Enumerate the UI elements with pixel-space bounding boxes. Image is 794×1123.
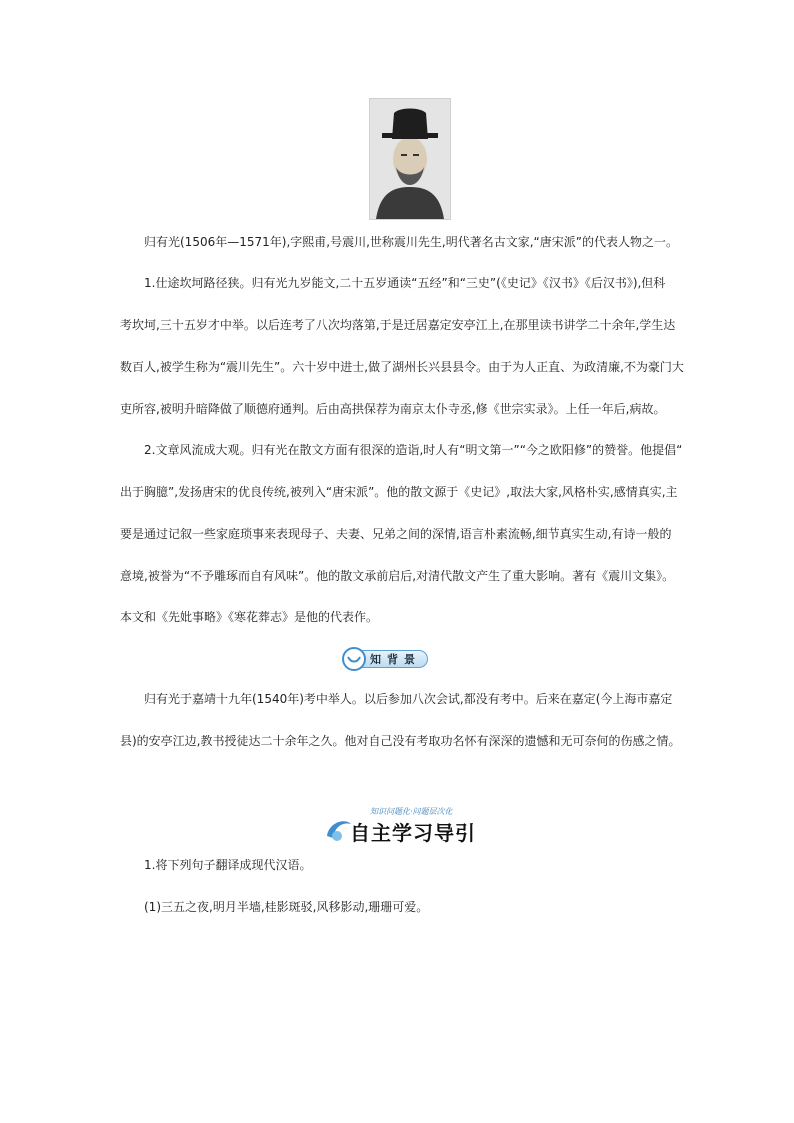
para2-line-3: 要是通过记叙一些家庭琐事来表现母子、夫妻、兄弟之间的深情,语言朴素流畅,细节真实生动,有诗一般的: [120, 527, 672, 541]
para2-line-4: 意境,被誉为“不予雕琢而自有风味”。他的散文承前启后,对清代散文产生了重大影响。著有《震川文集》。: [120, 569, 675, 583]
background-line-2: 县)的安亭江边,教书授徒达二十余年之久。他对自己没有考取功名怀有深深的遗憾和无可奈何的伤感之情。: [120, 734, 681, 748]
para2-line-1: 2.文章风流成大观。归有光在散文方面有很深的造诣,时人有“明文第一”“今之欧阳修”的赞誉。他提倡“: [144, 443, 683, 457]
background-line-1: 归有光于嘉靖十九年(1540年)考中举人。以后参加八次会试,都没有考中。后来在嘉定(今上海市嘉定: [144, 692, 673, 706]
section-heading: [325, 806, 475, 846]
task-item-1: (1)三五之夜,明月半墙,桂影斑驳,风移影动,珊珊可爱。: [144, 900, 429, 914]
section-title: 自主学习导引: [350, 821, 476, 845]
check-icon: [342, 647, 366, 671]
portrait-illustration: [370, 99, 450, 219]
para1-line-2: 考坎坷,三十五岁才中举。以后连考了八次均落第,于是迁居嘉定安亭江上,在那里读书讲学二十余年,学生达: [120, 318, 676, 332]
para2-line-2: 出于胸臆”,发扬唐宋的优良传统,被列入“唐宋派”。他的散文源于《史记》,取法大家,风格朴实,感情真实,主: [120, 485, 678, 499]
section-tagline: 知识问题化·问题层次化: [370, 807, 453, 816]
portrait-image: [369, 98, 451, 220]
section-swoosh-icon: [325, 816, 353, 844]
intro-text: 归有光(1506年—1571年),字熙甫,号震川,世称震川先生,明代著名古文家,“唐宋派”的代表人物之一。: [144, 235, 678, 249]
para1-line-3: 数百人,被学生称为“震川先生”。六十岁中进士,做了湖州长兴县县令。由于为人正直、为政清廉,不为豪门大: [120, 360, 684, 374]
task-instruction: 1.将下列句子翻译成现代汉语。: [144, 858, 312, 872]
badge-label: 知背景: [370, 653, 421, 666]
para2-line-5: 本文和《先妣事略》《寒花葬志》是他的代表作。: [120, 610, 379, 624]
para1-line-1: 1.仕途坎坷路径狭。归有光九岁能文,二十五岁通读“五经”和“三史”(《史记》《汉书》《后汉书》),但科: [144, 276, 666, 290]
background-badge: [342, 647, 427, 669]
para1-line-4: 吏所容,被明升暗降做了顺德府通判。后由高拱保荐为南京太仆寺丞,修《世宗实录》。上任一年后,病故。: [120, 402, 666, 416]
